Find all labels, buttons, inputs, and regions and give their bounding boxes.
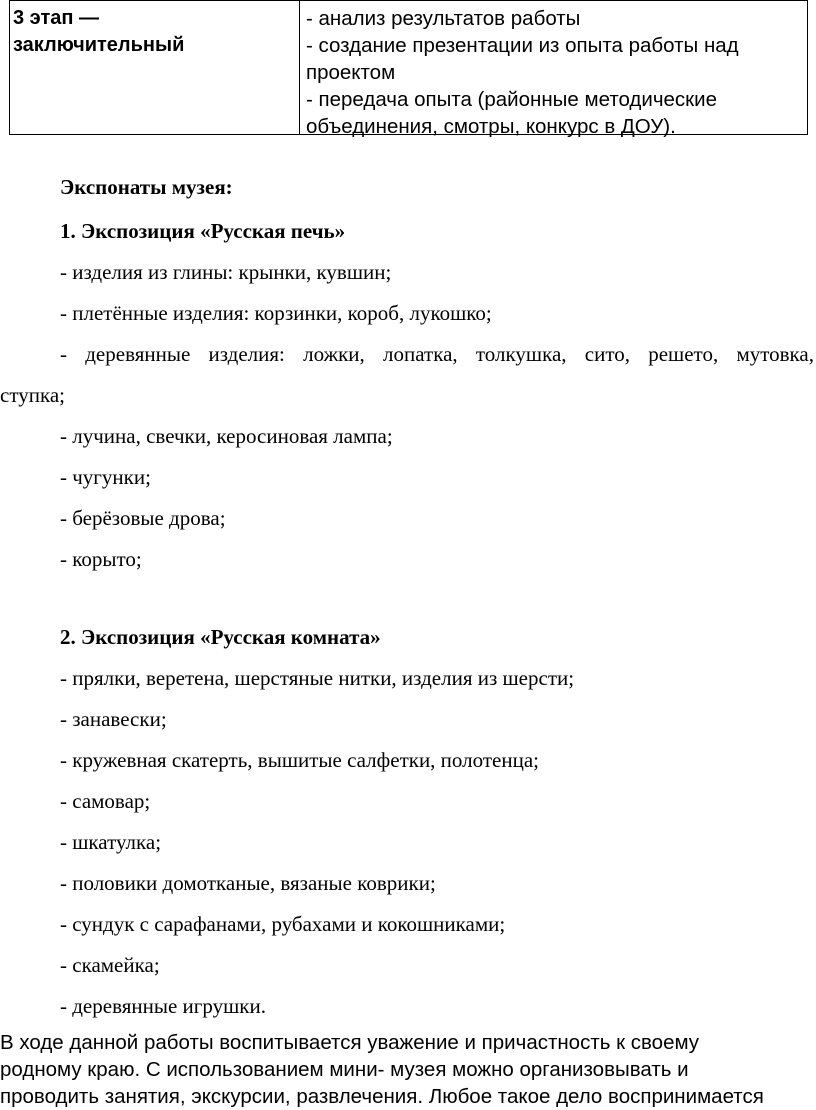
list-item: - деревянные игрушки. bbox=[60, 994, 266, 1018]
list-item: - самовар; bbox=[60, 789, 151, 813]
task-line: - передача опыта (районные методические bbox=[306, 88, 718, 111]
list-item: - шкатулка; bbox=[60, 830, 162, 854]
stage-table bbox=[9, 0, 808, 138]
task-line: - анализ результатов работы bbox=[306, 7, 581, 30]
closing-paragraph bbox=[0, 1029, 816, 1110]
list-item: - кружевная скатерть, вышитые салфетки, полотенца; bbox=[60, 748, 539, 772]
list-item-continuation: ступка; bbox=[0, 383, 65, 407]
task-line: проектом bbox=[306, 61, 396, 84]
paragraph-line: В ходе данной работы воспитывается уважение и причастность к своему bbox=[0, 1031, 700, 1054]
list-item: - лучина, свечки, керосиновая лампа; bbox=[60, 424, 393, 448]
task-line: объединения, смотры, конкурс в ДОУ). bbox=[306, 115, 676, 138]
list-item: - сундук с сарафанами, рубахами и кокошниками; bbox=[60, 912, 506, 936]
stage-label-cell bbox=[10, 1, 300, 134]
list-item: - корыто; bbox=[60, 547, 142, 571]
paragraph-line: проводить занятия, экскурсии, развлечения. Любое такое дело воспринимается bbox=[0, 1085, 764, 1108]
list-item: - половики домотканые, вязаные коврики; bbox=[60, 871, 436, 895]
list-item: - скамейка; bbox=[60, 953, 160, 977]
stage-label-line: заключительный bbox=[13, 34, 185, 56]
list-item: - берёзовые дрова; bbox=[60, 506, 226, 530]
list-item: - чугунки; bbox=[60, 465, 151, 489]
exposition-title: 1. Экспозиция «Русская печь» bbox=[60, 219, 346, 243]
list-item: - деревянные изделия: ложки, лопатка, толкушка, сито, решето, мутовка, bbox=[60, 342, 814, 366]
paragraph-line: родному краю. С использованием мини- музея можно организовывать и bbox=[0, 1058, 689, 1081]
section-heading: Экспонаты музея: bbox=[60, 175, 233, 199]
list-item: - изделия из глины: крынки, кувшин; bbox=[60, 260, 392, 284]
exposition-title: 2. Экспозиция «Русская комната» bbox=[60, 625, 381, 649]
list-item: - занавески; bbox=[60, 707, 167, 731]
list-item: - плетённые изделия: корзинки, короб, лукошко; bbox=[60, 301, 492, 325]
stage-label-line: 3 этап — bbox=[13, 7, 100, 29]
list-item: - прялки, веретена, шерстяные нитки, изделия из шерсти; bbox=[60, 666, 575, 690]
stage-tasks-cell bbox=[300, 1, 807, 138]
task-line: - создание презентации из опыта работы над bbox=[306, 34, 739, 57]
